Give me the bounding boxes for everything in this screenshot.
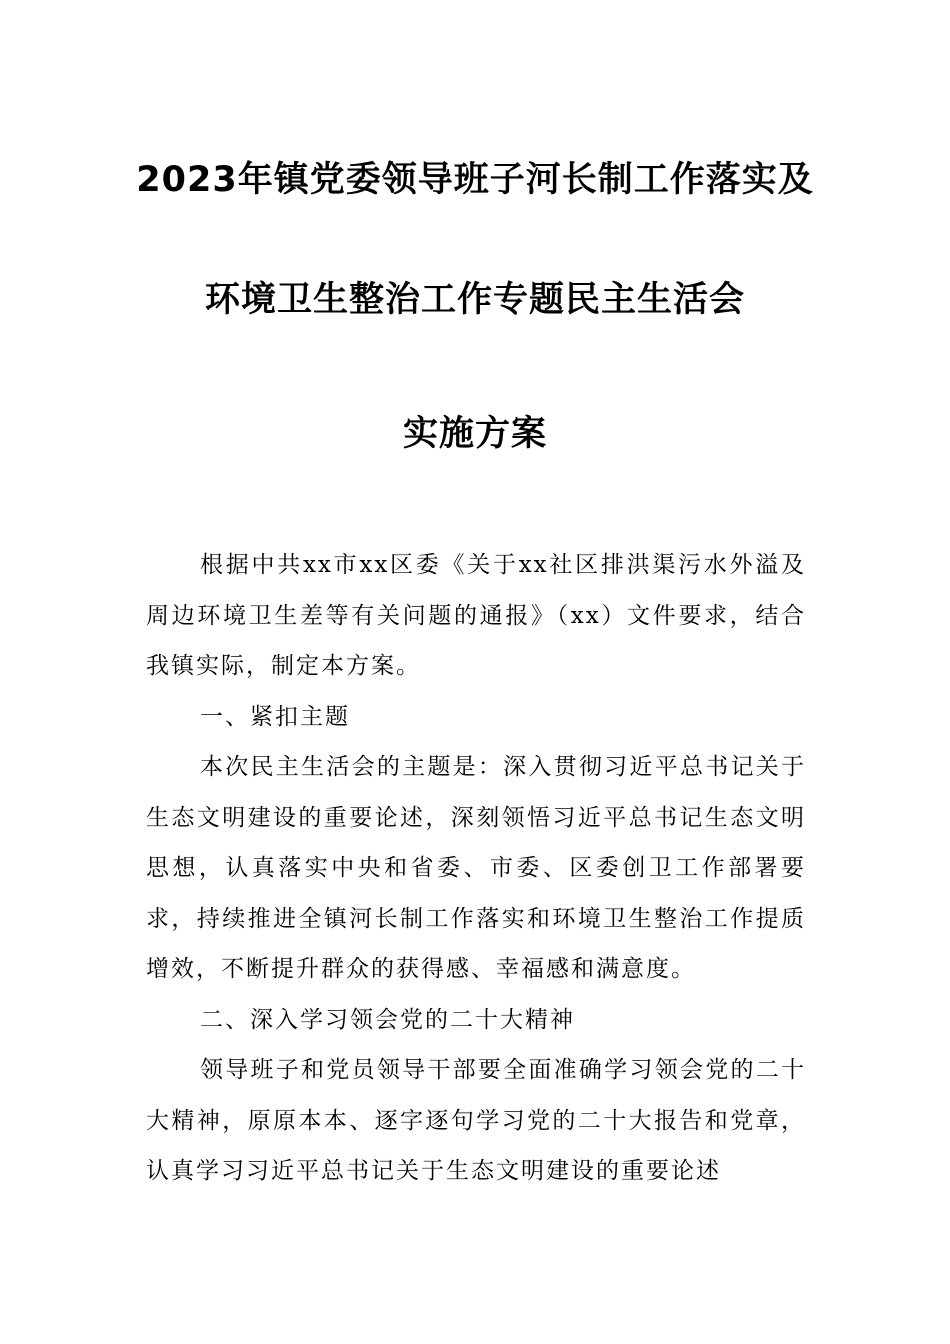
title-line-1: 2023年镇党委领导班子河长制工作落实及 xyxy=(136,160,814,200)
section-heading-1: 一、紧扣主题 xyxy=(200,703,350,730)
title-line-2: 环境卫生整治工作专题民主生活会 xyxy=(204,280,745,320)
paragraph-study: 领导班子和党员领导干部要全面准确学习领会党的二十大精神，原原本本、逐字逐句学习党的二十大报告和党章，认真学习习近平总书记关于生态文明建设的重要论述 xyxy=(146,1057,806,1184)
document-body xyxy=(146,540,806,1197)
paragraph-intro: 根据中共xx市xx区委《关于xx社区排洪渠污水外溢及周边环境卫生差等有关问题的通报》（xx）文件要求，结合我镇实际，制定本方案。 xyxy=(146,552,806,679)
paragraph-theme: 本次民主生活会的主题是：深入贯彻习近平总书记关于生态文明建设的重要论述，深刻领悟习近平总书记生态文明思想，认真落实中央和省委、市委、区委创卫工作部署要求，持续推进全镇河长制工作落实和环境卫生整治工作提质增效，不断提升群众的获得感、幸福感和满意度。 xyxy=(146,754,806,982)
title-line-3: 实施方案 xyxy=(402,414,547,454)
section-heading-2: 二、深入学习领会党的二十大精神 xyxy=(200,1006,575,1033)
